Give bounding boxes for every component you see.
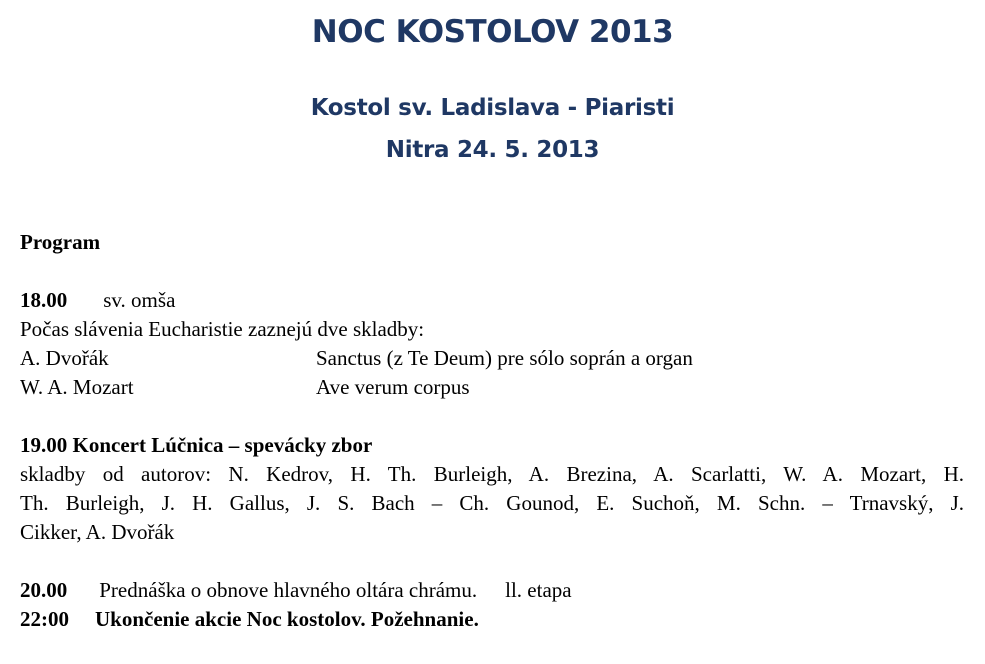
- concert-authors-line: skladby od autorov: N. Kedrov, H. Th. Burleigh, A. Brezina, A. Scarlatti, W. A. Mozart, H.: [20, 462, 964, 486]
- schedule-time: 20.00: [20, 578, 68, 602]
- concert-authors-line: Th. Burleigh, J. H. Gallus, J. S. Bach – Ch. Gounod, E. Suchoň, M. Schn. – Trnavský, J.: [20, 491, 964, 515]
- schedule-event: Ukončenie akcie Noc kostolov. Požehnanie.: [95, 607, 479, 631]
- piece-work: Ave verum corpus: [316, 375, 470, 399]
- schedule-item-concert: [20, 431, 372, 460]
- schedule-item-lecture: [20, 576, 572, 605]
- schedule-event: sv. omša: [103, 288, 176, 312]
- mass-intro: Počas slávenia Eucharistie zaznejú dve skladby:: [20, 317, 425, 341]
- page-title: NOC KOSTOLOV 2013: [311, 14, 674, 50]
- schedule-time: 19.00: [20, 433, 68, 457]
- piece-work: Sanctus (z Te Deum) pre sólo soprán a organ: [316, 346, 693, 370]
- schedule-time: 18.00: [20, 288, 68, 312]
- piece-composer: A. Dvořák: [20, 346, 109, 370]
- schedule-event: Prednáška o obnove hlavného oltára chrámu.: [99, 578, 478, 602]
- schedule-item-mass: [20, 286, 175, 315]
- event-date: Nitra 24. 5. 2013: [385, 137, 600, 163]
- program-heading: Program: [20, 230, 101, 254]
- lecture-stage: ll. etapa: [505, 578, 572, 602]
- concert-authors-line: Cikker, A. Dvořák: [20, 520, 175, 544]
- schedule-item-closing: [20, 605, 479, 634]
- schedule-event: Koncert Lúčnica – spevácky zbor: [72, 433, 373, 457]
- piece-composer: W. A. Mozart: [20, 375, 134, 399]
- church-name: Kostol sv. Ladislava - Piaristi: [310, 95, 675, 121]
- schedule-time: 22:00: [20, 607, 69, 631]
